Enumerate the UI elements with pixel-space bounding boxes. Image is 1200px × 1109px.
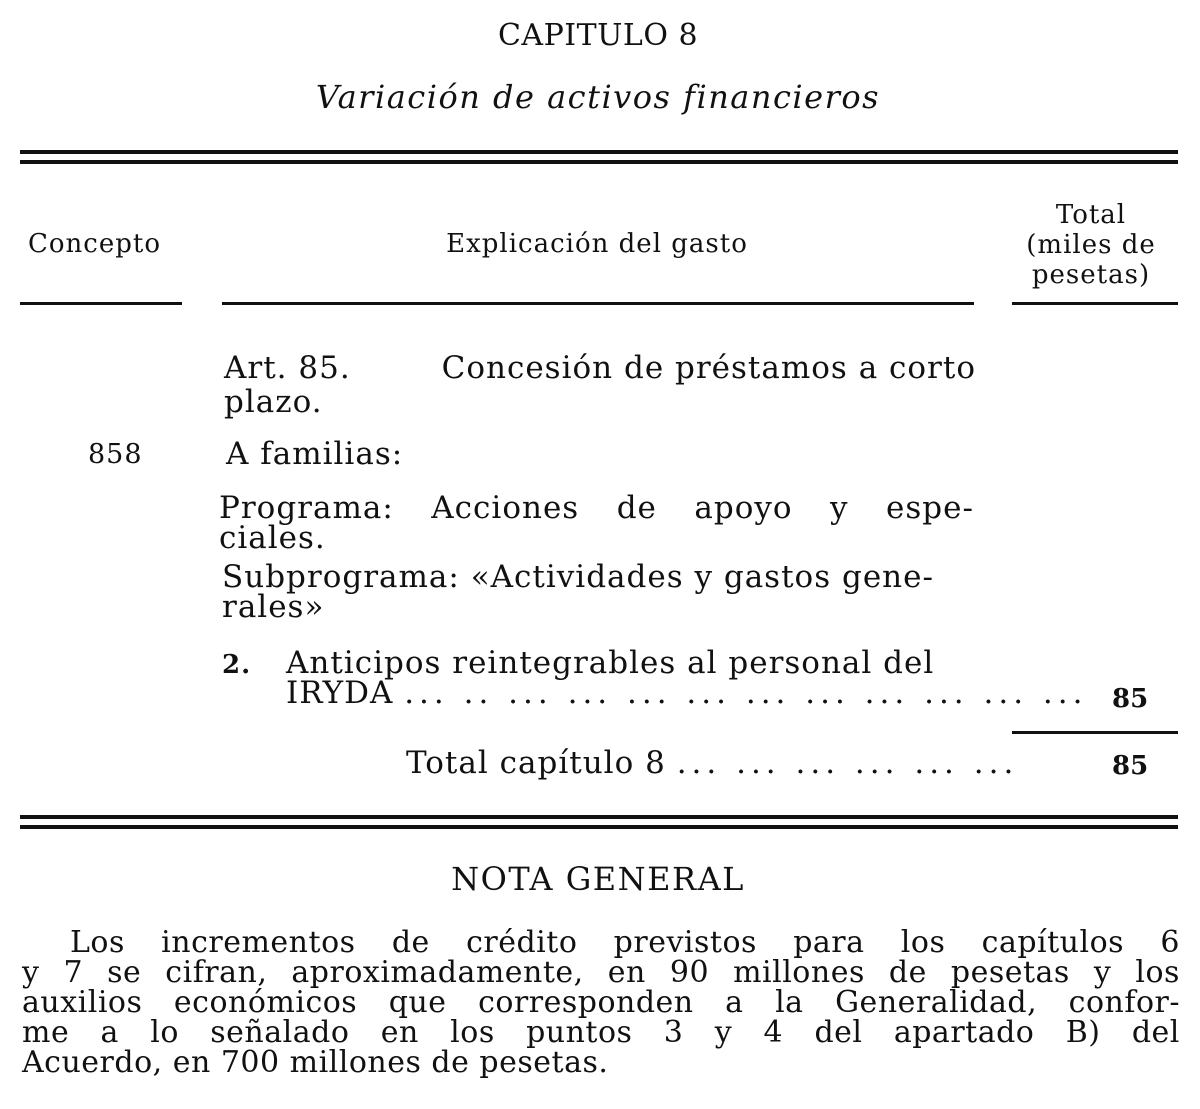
- nota-line: Acuerdo, en 700 millones de pesetas.: [22, 1045, 609, 1080]
- header-total-line1: Total: [1055, 200, 1127, 230]
- nota-word: para: [793, 925, 865, 960]
- nota-line: [22, 955, 1180, 990]
- nota-word: y: [1093, 955, 1112, 990]
- total-amount: 85: [1112, 751, 1149, 781]
- total-leader-dots: ... ... ... ... ... ...: [676, 745, 1019, 781]
- article-title-line2: plazo.: [224, 384, 323, 420]
- nota-body: [22, 925, 1180, 1080]
- header-rule-total: [1012, 302, 1178, 305]
- nota-word: B): [1065, 1015, 1101, 1050]
- nota-word: auxilios: [22, 985, 143, 1020]
- nota-word: y: [22, 955, 40, 990]
- concept-code: 858: [88, 439, 143, 470]
- top-rule-lower: [20, 160, 1178, 164]
- header-explicacion: Explicación del gasto: [446, 229, 748, 259]
- nota-word: 7: [63, 955, 84, 990]
- nota-word: en: [380, 1015, 419, 1050]
- programa-line2: ciales.: [219, 520, 326, 556]
- nota-word: del: [1131, 1015, 1180, 1050]
- nota-word: lo: [150, 1015, 179, 1050]
- nota-word: incrementos: [161, 925, 356, 960]
- nota-word: la: [775, 985, 804, 1020]
- nota-word: 3: [663, 1015, 684, 1050]
- item-line2: [286, 676, 1088, 710]
- item-number: 2.: [222, 650, 252, 680]
- article-number: Art. 85.: [224, 350, 351, 386]
- header-rule-explicacion: [222, 302, 974, 305]
- nota-word: Generalidad,: [835, 985, 1038, 1020]
- nota-word: previstos: [613, 925, 757, 960]
- header-total: [1006, 200, 1176, 290]
- nota-word: a: [100, 1015, 119, 1050]
- nota-word: millones: [733, 955, 865, 990]
- nota-word: confor-: [1068, 985, 1180, 1020]
- subprograma-line1: Subprograma: «Actividades y gastos gene-: [222, 559, 934, 595]
- item-leader-dots: ... .. ... ... ... ... ... ... ... ... ... ...: [404, 675, 1088, 711]
- nota-word: Los: [70, 925, 125, 960]
- nota-word: me: [22, 1015, 70, 1050]
- nota-word: económicos: [173, 985, 358, 1020]
- nota-word: de: [391, 925, 430, 960]
- nota-word: cifran,: [165, 955, 268, 990]
- nota-word: los: [1135, 955, 1180, 990]
- nota-word: y: [714, 1015, 733, 1050]
- nota-word: que: [388, 985, 447, 1020]
- programa-word: apoyo: [694, 490, 793, 526]
- nota-word: crédito: [466, 925, 578, 960]
- subprograma-line2: rales»: [222, 589, 325, 625]
- item-line2-text: IRYDA: [286, 675, 394, 711]
- item-line1: Anticipos reintegrables al personal del: [286, 645, 935, 681]
- header-rule-concepto: [20, 302, 182, 305]
- nota-word: pesetas: [950, 955, 1070, 990]
- nota-word: en: [607, 955, 646, 990]
- total-label: Total capítulo 8: [406, 745, 666, 781]
- item-block: [286, 646, 1088, 710]
- nota-word: los: [450, 1015, 495, 1050]
- nota-word: capítulos: [981, 925, 1125, 960]
- programa-word: y: [830, 490, 849, 526]
- nota-word: aproximadamente,: [291, 955, 584, 990]
- header-concepto: Concepto: [28, 229, 161, 259]
- programa-word: espe-: [886, 490, 974, 526]
- chapter-title: CAPITULO 8: [497, 18, 699, 53]
- programa-block: [219, 491, 974, 555]
- subtotal-rule: [1012, 731, 1178, 734]
- nota-word: señalado: [210, 1015, 350, 1050]
- nota-word: 4: [763, 1015, 784, 1050]
- nota-line: [22, 925, 1180, 960]
- header-total-line3: pesetas): [1031, 260, 1151, 290]
- nota-word: apartado: [893, 1015, 1035, 1050]
- bottom-rule-lower: [20, 825, 1178, 829]
- nota-word: los: [900, 925, 946, 960]
- total-row: [406, 746, 1018, 780]
- nota-word: corresponden: [478, 985, 694, 1020]
- nota-word: se: [107, 955, 142, 990]
- article-heading: [224, 351, 976, 419]
- subprograma-block: [222, 560, 934, 624]
- nota-line: [22, 1015, 1180, 1050]
- chapter-subtitle: Variación de activos financieros: [315, 78, 881, 116]
- item-amount: 85: [1112, 684, 1149, 714]
- nota-line: [22, 985, 1180, 1020]
- programa-word: Programa:: [219, 490, 394, 526]
- header-total-line2: (miles de: [1026, 230, 1156, 260]
- programa-word: Acciones: [431, 490, 580, 526]
- article-title-line1: Concesión de préstamos a corto: [441, 350, 976, 386]
- bottom-rule-upper: [20, 815, 1178, 819]
- top-rule-upper: [20, 150, 1178, 154]
- nota-word: a: [725, 985, 744, 1020]
- programa-word: de: [616, 490, 657, 526]
- concept-label: A familias:: [226, 436, 404, 472]
- nota-word: de: [888, 955, 927, 990]
- nota-word: del: [814, 1015, 863, 1050]
- nota-word: 6: [1160, 925, 1180, 960]
- nota-word: 90: [669, 955, 710, 990]
- nota-title: NOTA GENERAL: [451, 860, 745, 898]
- nota-word: puntos: [526, 1015, 633, 1050]
